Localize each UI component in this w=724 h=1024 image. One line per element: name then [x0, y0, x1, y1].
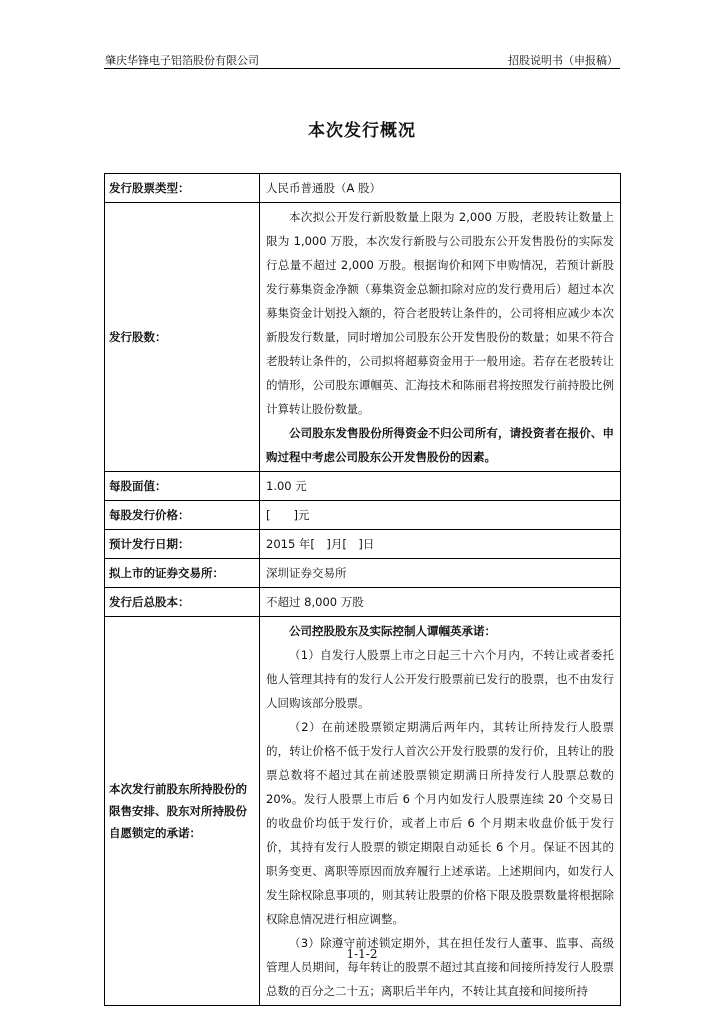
lockup-paragraph-1: （1）自发行人股票上市之日起三十六个月内，不转让或者委托他人管理其持有的发行人公开发行股票前已发行的股票，也不由发行人回购该部分股票。	[266, 648, 614, 710]
issue-date-label: 预计发行日期：	[105, 530, 260, 559]
total-shares-label: 发行后总股本：	[105, 588, 260, 617]
issue-price-value: [ ]元	[260, 501, 621, 530]
table-row	[105, 530, 621, 559]
stock-type-label: 发行股票类型：	[105, 174, 260, 203]
lockup-heading: 公司控股股东及实际控制人谭帼英承诺：	[289, 624, 496, 638]
total-shares-value: 不超过 8,000 万股	[260, 588, 621, 617]
lockup-label: 本次发行前股东所持股份的限售安排、股东对所持股份自愿锁定的承诺：	[105, 617, 260, 1006]
share-count-label: 发行股数：	[105, 203, 260, 472]
header-company: 肇庆华锋电子铝箔股份有限公司	[105, 54, 259, 67]
share-count-notice: 公司股东发售股份所得资金不归公司所有，请投资者在报价、申购过程中考虑公司股东公开发售股份的因素。	[266, 426, 614, 464]
lockup-paragraph-2: （2）在前述股票锁定期满后两年内，其转让所持发行人股票的，转让价格不低于发行人首次公开发行股票的发行价，且转让的股票总数将不超过其在前述股票锁定期满日所持发行人股票总数的 20%。发行人股票上市后 6 个月内如发行人股票连续 20 个交易日的收盘价均低于发行价，或者上市后 6 个月期末收盘价低于发行价，其持有发行人股票的锁定期限自动延长 6 个月。保证不因其的职务变更、离职等原因而放弃履行上述承诺。上述期间内，如发行人发生除权除息事项的，则其转让股票的价格下限及股票数量将根据除权除息情况进行相应调整。	[266, 720, 614, 926]
par-value-label: 每股面值：	[105, 472, 260, 501]
table-row	[105, 203, 621, 472]
table-row	[105, 559, 621, 588]
page-title: 本次发行概况	[308, 121, 416, 141]
header-doc-type: 招股说明书（申报稿）	[508, 54, 618, 67]
header-rule	[104, 68, 620, 69]
table-row	[105, 501, 621, 530]
table-row	[105, 472, 621, 501]
issue-price-label: 每股发行价格：	[105, 501, 260, 530]
share-count-paragraph: 本次拟公开发行新股数量上限为 2,000 万股，老股转让数量上限为 1,000 万股，本次发行新股与公司股东公开发售股份的实际发行总量不超过 2,000 万股。根据询价和网下申购情况，若预计新股发行募集资金净额（募集资金总额扣除对应的发行费用后）超过本次募集资金计划投入额的，符合老股转让条件的，公司将相应减少本次新股发行数量，同时增加公司股东公开发售股份的数量；如果不符合老股转让条件的，公司拟将超募资金用于一般用途。若存在老股转让的情形，公司股东谭帼英、汇海技术和陈丽君将按照发行前持股比例计算转让股份数量。	[266, 210, 614, 416]
share-count-value	[260, 203, 621, 472]
page-number: 1-1-2	[346, 947, 378, 961]
issue-overview-table	[104, 173, 621, 1006]
stock-type-value: 人民币普通股（A 股）	[260, 174, 621, 203]
table-row	[105, 588, 621, 617]
lockup-paragraph-3: （3）除遵守前述锁定期外，其在担任发行人董事、监事、高级管理人员期间，每年转让的股票不超过其直接和间接所持发行人股票总数的百分之二十五；离职后半年内，不转让其直接和间接所持	[266, 936, 614, 998]
par-value-value: 1.00 元	[260, 472, 621, 501]
exchange-label: 拟上市的证券交易所：	[105, 559, 260, 588]
table-row	[105, 174, 621, 203]
issue-date-value: 2015 年[ ]月[ ]日	[260, 530, 621, 559]
exchange-value: 深圳证券交易所	[260, 559, 621, 588]
